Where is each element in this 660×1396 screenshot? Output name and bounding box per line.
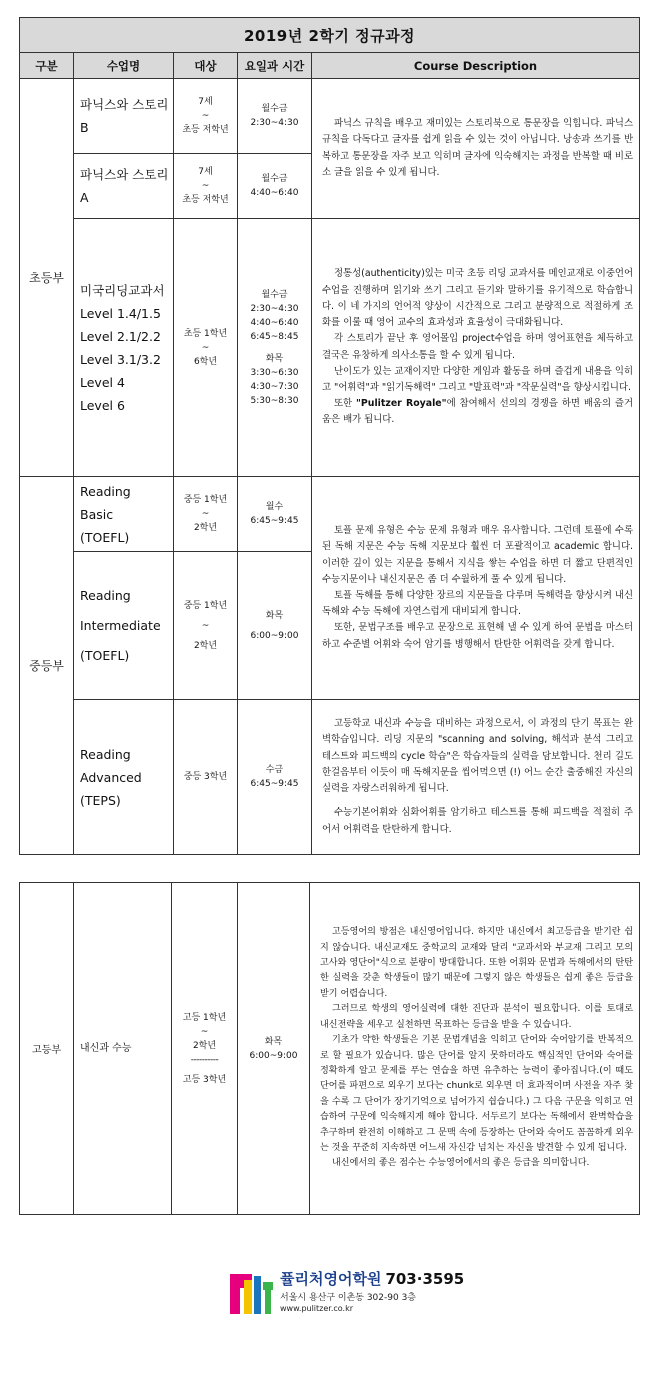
- course-phonics-b: 파닉스와 스토리 B: [74, 79, 174, 154]
- header-level: 구분: [20, 53, 74, 79]
- course-reading-intermediate: Reading Intermediate (TOEFL): [74, 552, 174, 700]
- header-time: 요일과 시간: [238, 53, 312, 79]
- desc-toefl: 토플 문제 유형은 수능 문제 유형과 매우 유사합니다. 그런데 토플에 수록된 독해 지문은 수능 독해 지문보다 훨씬 더 포괄적이고 academic 합니다. 이러한 깊이 있는 지문을 통해서 지식을 쌓는 수업을 하면 더 짧고 단편적인 수능지문이나 내신지문은 좀 더 수월하게 풀 수 있게 됩니다. 토플 독해를 통해 다양한 장르의 지문들을 다루며 독해력을 향상시켜 내신 독해와 수능 독해에 자연스럽게 대비되게 합니다. 또한, 문법구조를 배우고 문장으로 표현해 낼 수 있게 하여 문법을 마스터하고 수준별 어휘와 숙어 암기를 병행해서 탄탄한 어휘력을 갖게 합니다.: [312, 477, 640, 700]
- academy-url[interactable]: www.pulitzer.co.kr: [280, 1304, 354, 1313]
- level-middle: 중등부: [20, 477, 74, 855]
- academy-address: 서울시 용산구 이촌동 302-90 3층: [280, 1293, 416, 1303]
- level-elementary: 초등부: [20, 79, 74, 477]
- course-phonics-a: 파닉스와 스토리 A: [74, 154, 174, 219]
- academy-name: 퓰리처영어학원 703·3595: [280, 1270, 465, 1288]
- target-high: 고등 1학년 ~ 2학년 ---------- 고등 3학년: [172, 883, 238, 1215]
- pulitzer-royale-label: "Pulitzer Royale": [356, 398, 447, 410]
- time-high: 화목 6:00~9:00: [238, 883, 310, 1215]
- high-school-table: [19, 882, 639, 1215]
- header-course: 수업명: [74, 53, 174, 79]
- time-phonics-a: 월수금 4:40~6:40: [238, 154, 312, 219]
- course-us-reading: 미국리딩교과서 Level 1.4/1.5 Level 2.1/2.2 Level 3.1/3.2 Level 4 Level 6: [74, 219, 174, 477]
- desc-phonics: 파닉스 규칙을 배우고 재미있는 스토리북으로 통문장을 익힙니다. 파닉스 규칙을 다독다고 글자를 쉽게 읽을 수 있는 것이 아닙니다. 낭송과 쓰기를 반복하고 통문장을 자주 보고 익히며 글자에 익숙해지는 과정을 반복할 때 비로소 글을 읽을 수 있게 됩니다.: [312, 79, 640, 219]
- desc-us-reading: 정통성(authenticity)있는 미국 초등 리딩 교과서를 메인교재로 이중언어수업을 진행하며 읽기와 쓰기 그리고 듣기와 말하기를 유기적으로 학습합니다. 이 네 가지의 언어적 양상이 시간적으로 그리고 분량적으로 적절하게 조화를 이룰 때 영어 교수의 효과성과 효율성이 극대화됩니다. 각 스토리가 끝난 후 영어몰입 project수업을 하며 영어표현을 체득하고 결국은 유창하게 의사소통을 할 수 있게 됩니다. 난이도가 있는 교재이지만 다양한 게임과 활동을 하며 즐겁게 내용을 익히고 "어휘력"과 "읽기독해력" 그리고 "발표력"과 "작문실력"을 향상시킵니다. 또한 "Pulitzer Royale"에 참여해서 선의의 경쟁을 하면 배움의 즐거움은 배가 됩니다.: [312, 219, 640, 477]
- header-description: Course Description: [312, 53, 640, 79]
- academy-phone: 703·3595: [385, 1270, 465, 1288]
- time-reading-advanced: 수금 6:45~9:45: [238, 700, 312, 855]
- course-high: 내신과 수능: [74, 883, 172, 1215]
- time-us-reading: 월수금 2:30~4:30 4:40~6:40 6:45~8:45 화목 3:30~6:30 4:30~7:30 5:30~8:30: [238, 219, 312, 477]
- target-reading-intermediate: 중등 1학년 ~ 2학년: [174, 552, 238, 700]
- table-title: 2019년 2학기 정규과정: [20, 18, 640, 53]
- curriculum-table: [19, 17, 639, 855]
- course-reading-basic: Reading Basic (TOEFL): [74, 477, 174, 552]
- target-phonics-b: 7세 ~ 초등 저학년: [174, 79, 238, 154]
- desc-high: 고등영어의 방점은 내신영어입니다. 하지만 내신에서 최고등급을 받기란 쉽지 않습니다. 내신교재도 중학교의 교재와 달리 "교과서와 부교재 그리고 모의고사와 영단어"식으로 분량이 방대합니다. 또한 어휘와 문법과 독해에서의 탄탄한 실력을 갖춘 학생들이 많기 때문에 그렇지 않은 학생들은 쉽게 좋은 등급을 받기 어렵습니다. 그러므로 학생의 영어실력에 대한 진단과 분석이 필요합니다. 이를 토대로 내신전략을 세우고 실천하면 목표하는 등급을 받을 수 있습니다. 기초가 약한 학생들은 기본 문법개념을 익히고 단어와 숙어암기를 반복적으로 할 필요가 있습니다. 많은 단어를 알지 못하더라도 핵심적인 단어와 숙어를 정확하게 알고 문제를 푸는 연습을 하면 유추하는 능력이 좋아집니다.(이 때도 단어를 파편으로 외우기 보다는 chunk로 외우면 더 효과적이며 사전을 자주 찾을 수록 그 단어가 장기기억으로 넘어가지 쉽습니다.) 그 다음 구문을 익히고 연습하여 구문에 익숙해지게 해야 합니다. 서두르기 보다는 독해에서 완벽학습을 추구하며 완전히 이해하고 그 문맥 속에 등장하는 단어와 숙어도 꼼꼼하게 외우는 것을 꾸준히 지속하면 어느새 자신감 넘치는 자신을 발견할 수 있게 됩니다. 내신에서의 좋은 점수는 수능영어에서의 좋은 등급을 의미합니다.: [310, 883, 640, 1215]
- target-reading-advanced: 중등 3학년: [174, 700, 238, 855]
- time-reading-intermediate: 화목 6:00~9:00: [238, 552, 312, 700]
- academy-logo-icon: [228, 1268, 276, 1318]
- target-phonics-a: 7세 ~ 초등 저학년: [174, 154, 238, 219]
- header-target: 대상: [174, 53, 238, 79]
- target-reading-basic: 중등 1학년 ~ 2학년: [174, 477, 238, 552]
- desc-teps: 고등학교 내신과 수능을 대비하는 과정으로서, 이 과정의 단기 목표는 완벽학습입니다. 리딩 지문의 "scanning and solving, 해석과 분석 그리고 테스트와 피드백의 cycle 학습"은 학습자들의 실력을 담보합니다. 천리 길도 한걸음부터 이듯이 매 독해지문을 씹어먹으면 (!) 어느 순간 출중해진 자신의 실력을 자랑스러워하게 됩니다. 수능기본어휘와 심화어휘를 암기하고 테스트를 통해 피드백을 적절히 주어서 어휘력을 탄탄하게 합니다.: [312, 700, 640, 855]
- course-reading-advanced: Reading Advanced (TEPS): [74, 700, 174, 855]
- target-us-reading: 초등 1학년 ~ 6학년: [174, 219, 238, 477]
- level-high: 고등부: [20, 883, 74, 1215]
- time-reading-basic: 월수 6:45~9:45: [238, 477, 312, 552]
- academy-footer: [228, 1268, 488, 1338]
- time-phonics-b: 월수금 2:30~4:30: [238, 79, 312, 154]
